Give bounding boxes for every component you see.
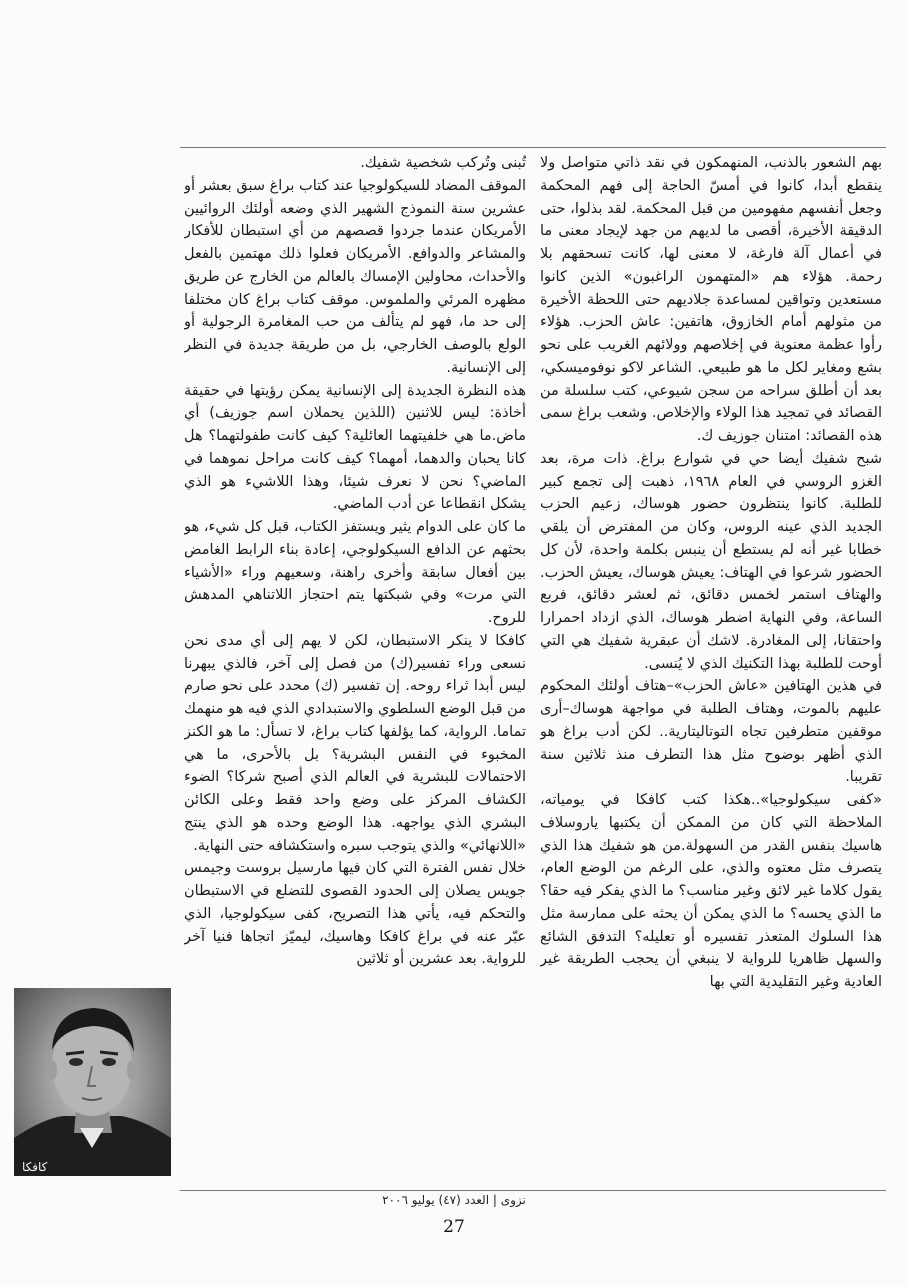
paragraph: شبح شفيك أيضا حي في شوارع براغ. ذات مرة، بعد الغزو الروسي في العام ١٩٦٨، ذهبت إلى تجمع كبير للطلبة. كانوا ينتظرون حضور هوساك، زعيم الحزب الجديد الذي عينه الروس، وكان من المفترض أن يلقي خطابا غير أنه لم يستطع أن ينبس بكلمة واحدة، لأن كل الحضور شرعوا في الهتاف: يعيش هوساك، يعيش الحزب. والهتاف استمر لخمس دقائق، ثم لعشر دقائق، فربع الساعة، وفي النهاية اضطر هوساك، الذي ازداد احمرارا واحتقانا، إلى المغادرة. لاشك أن عبقرية شفيك هي التي أوحت للطلبة بهذا التكنيك الذي لا يُنسى. [540, 450, 882, 672]
photo-caption: كافكا [14, 1158, 55, 1176]
paragraph: ما كان على الدوام يثير ويستفز الكتاب، قبل كل شيء، هو بحثهم عن الدافع السيكولوجي، إعادة بناء الرابط الغامض بين أفعال سابقة وأخرى راهنة، وسعيهم وراء «الأشياء التي مرت» وفي شبكتها يتم احتجاز اللاتناهي المدهش للروح. [184, 519, 526, 626]
paragraph: خلال نفس الفترة التي كان فيها مارسيل بروست وجيمس جويس يصلان إلى الحدود القصوى للتضلع في الاستبطان والتحكم فيه، يأتي هذا التصريح، كفى سيكولوجيا، الذي عبّر عنه في براغ كافكا وهاسيك، ليميّز اتجاها فنيا آخر للرواية. بعد عشرين أو ثلاثين [184, 860, 526, 968]
paragraph: تُبنى وتُركب شخصية شفيك. [360, 155, 526, 171]
bottom-rule [180, 1190, 886, 1191]
paragraph: في هذين الهتافين «عاش الحزب»–هتاف أولئك المحكوم عليهم بالموت، وهتاف الطلبة في مواجهة هوساك–أرى موقفين متطرفين تجاه التوتاليتارية.. لكن أدب براغ هو الذي أظهر بوضوح مثل هذا التطرف منذ ثلاثين سنة تقريبا. [540, 678, 882, 786]
text-column-right [540, 152, 882, 1182]
page-number: 27 [443, 1217, 465, 1237]
paragraph: هذه النظرة الجديدة إلى الإنسانية يمكن رؤيتها في حقيقة أخاذة: ليس للاثنين (اللذين يحملان اسم جوزيف) أي ماض.ما هي خلفيتهما العائلية؟ كيف كانت طفولتهما؟ هل كانا يحبان والدهما، أمهما؟ كيف كانت مراحل نموهما في الماضي؟ نحن لا نعرف شيئا، وهذا اللاشيء هو الذي يشكل انقطاعا عن أدب الماضي. [184, 382, 526, 513]
paragraph: كافكا لا ينكر الاستبطان، لكن لا يهم إلى أي مدى نحن نسعى وراء تفسير(ك) من فصل إلى آخر، فالذي يبهرنا ليس أبدا ثراء روحه. إن تفسير (ك) محدد على نحو صارم من قبل الوضع السلطوي والاستبدادي الذي فيه هو منهمك تماما. الرواية، كما يؤلفها كتاب براغ، لا تسأل: ما هو الكنز المخبوء في النفس البشرية؟ بل بالأحرى، ما هي الاحتمالات للبشرية في العالم الذي أصبح شركا؟ الضوء الكشاف المركز على وضع واحد فقط وعلى الكائن البشري الذي يواجهه. هذا الوضع وحده هو الذي ينتج «اللانهائي» والذي يتوجب سبره واستكشافه حتى النهاية. [184, 632, 526, 854]
portrait-illustration [14, 988, 171, 1176]
paragraph: الموقف المضاد للسيكولوجيا عند كتاب براغ سبق بعشر أو عشرين سنة النموذج الشهير الذي وضعه أولئك الروائيين الأمريكان عندما جردوا قصصهم من أي استبطان للأفكار والمشاعر والدوافع. الأمريكان فعلوا ذلك مهتمين بالفعل والأحداث، محاولين الإمساك بالعالم من الخارج عن طريق مظهره المرئي والملموس. موقف كتاب براغ كان مختلفا إلى حد ما، فهو لم يتألف من حب المغامرة الرجولية أو الولع بالوصف الخارجي، بل من طريقة جديدة في النظر إلى الإنسانية. [184, 177, 526, 376]
top-rule [180, 147, 886, 148]
kafka-portrait-photo [14, 988, 171, 1176]
paragraph: بهم الشعور بالذنب، المنهمكون في نقد ذاتي متواصل ولا ينقطع أبدا، كانوا في أمسّ الحاجة إلى فهم المحكمة وجعل أنفسهم مفهومين من قبل المحكمة. لقد بذلوا، حتى الدقيقة الأخيرة، أقصى ما لديهم من جهد لإيجاد معنى ما في أعمال آلة فارغة، لا معنى لها، كانت تسحقهم بلا رحمة. هؤلاء هم «المتهمون الراغبون» الذين كانوا مستعدين وتواقين لمساعدة جلاديهم حتى اللحظة الأخيرة من مثولهم أمام الخازوق، هاتفين: عاش الحزب. هؤلاء رأوا عظمة معنوية في إخلاصهم وولائهم الغريب على نحو بشع ومغاير لكل ما هو طبيعي. الشاعر لاكو نوفوميسكي، بعد أن أطلق سراحه من سجن شيوعي، كتب سلسلة من القصائد في تمجيد هذا الولاء والإخلاص. وشعب براغ سمى هذه القصائد: امتنان جوزيف ك. [540, 155, 882, 444]
text-column-left [184, 152, 526, 1182]
paragraph: «كفى سيكولوجيا»..هكذا كتب كافكا في يومياته، الملاحظة التي كان من الممكن أن يكتبها ياروسلاف هاسيك بنفس القدر من السهولة.من هو شفيك هذا الذي يتصرف مثل معتوه والذي، على الرغم من الوضع العام، يقول كلاما غير لائق وغير مناسب؟ ما الذي يفكر فيه حقا؟ ما الذي يحسه؟ ما الذي يمكن أن يحثه على ممارسة مثل هذا السلوك المتعذر تفسيره أو تعليله؟ التدفق الشائع والسهل ظاهريا للرواية لا ينبغي أن يحجب الطريقة غير العادية وغير التقليدية التي بها [540, 792, 882, 990]
page-footer: نزوى | العدد (٤٧) يوليو ٢٠٠٦ [382, 1193, 526, 1207]
